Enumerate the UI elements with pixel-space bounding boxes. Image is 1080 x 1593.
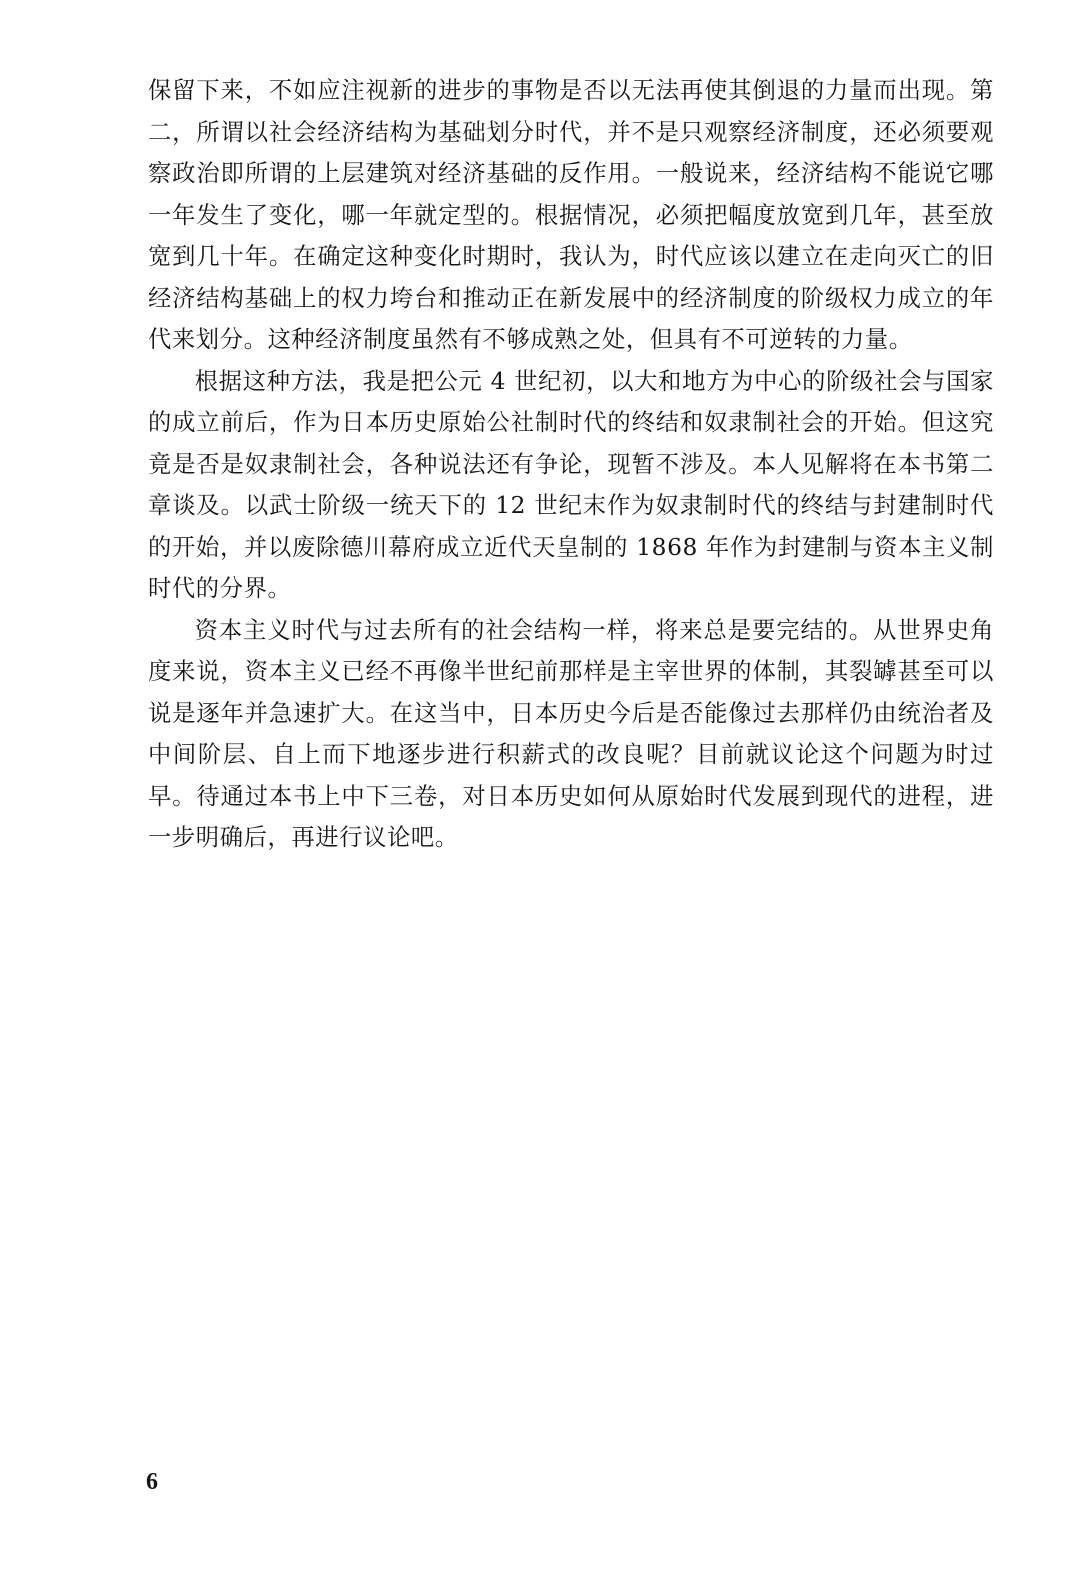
paragraph-1: 保留下来，不如应注视新的进步的事物是否以无法再使其倒退的力量而出现。第二，所谓以社会经济结构为基础划分时代，并不是只观察经济制度，还必须要观察政治即所谓的上层建筑对经济基础的反作用。一般说来，经济结构不能说它哪一年发生了变化，哪一年就定型的。根据情况，必须把幅度放宽到几年，甚至放宽到几十年。在确定这种变化时期时，我认为，时代应该以建立在走向灭亡的旧经济结构基础上的权力垮台和推动正在新发展中的经济制度的阶级权力成立的年代来划分。这种经济制度虽然有不够成熟之处，但具有不可逆转的力量。: [148, 77, 994, 353]
paragraph-2: 根据这种方法，我是把公元 4 世纪初，以大和地方为中心的阶级社会与国家的成立前后，作为日本历史原始公社制时代的终结和奴隶制社会的开始。但这究竟是否是奴隶制社会，各种说法还有争论，现暂不涉及。本人见解将在本书第二章谈及。以武士阶级一统天下的 12 世纪末作为奴隶制时代的终结与封建制时代的开始，并以废除德川幕府成立近代天皇制的 1868 年作为封建制与资本主义制时代的分界。: [148, 367, 994, 602]
body-text: [148, 70, 994, 859]
page-number: 6: [146, 1469, 158, 1495]
paragraph-3: 资本主义时代与过去所有的社会结构一样，将来总是要完结的。从世界史角度来说，资本主义已经不再像半世纪前那样是主宰世界的体制，其裂罅甚至可以说是逐年并急速扩大。在这当中，日本历史今后是否能像过去那样仍由统治者及中间阶层、自上而下地逐步进行积薪式的改良呢？目前就议论这个问题为时过早。待通过本书上中下三卷，对日本历史如何从原始时代发展到现代的进程，进一步明确后，再进行议论吧。: [148, 616, 994, 851]
